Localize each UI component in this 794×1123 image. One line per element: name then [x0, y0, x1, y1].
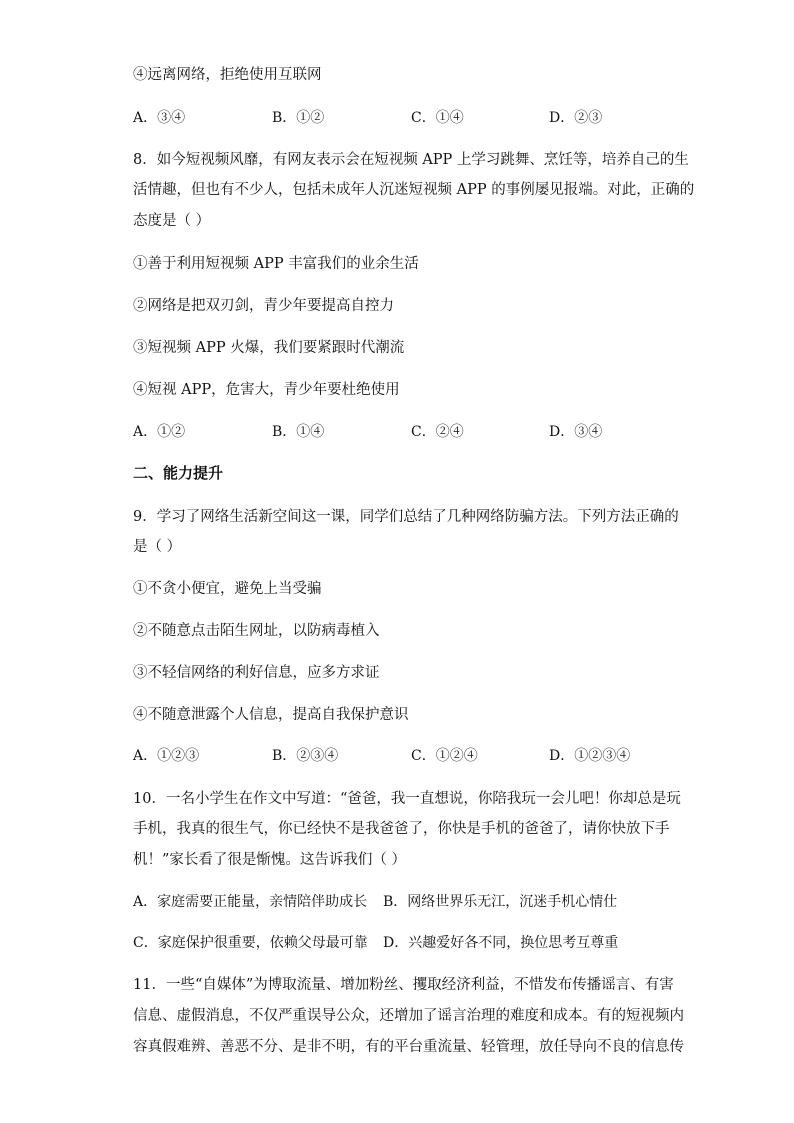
q10-option-c: C．家庭保护很重要，依赖父母最可靠 — [133, 935, 368, 951]
q7-item-4: ④远离网络，拒绝使用互联网 — [133, 67, 322, 83]
q8-stem-line-2: 活情趣，但也有不少人，包括未成年人沉迷短视频 APP 的事例屡见报端。对此，正确的 — [133, 182, 695, 198]
q9-option-c: C．①②④ — [411, 748, 478, 764]
q8-options — [133, 422, 693, 442]
q7-option-d: D．②③ — [549, 110, 603, 126]
q10-options-row-2 — [133, 933, 693, 953]
q10-stem-line-2: 手机，我真的很生气，你已经快不是我爸爸了，你快是手机的爸爸了，请你快放下手 — [133, 821, 670, 837]
q9-options — [133, 746, 693, 766]
q9-item-2: ②不随意点击陌生网址，以防病毒植入 — [133, 623, 380, 639]
q7-option-b: B．①② — [272, 110, 325, 126]
q10-stem-line-1: 10．一名小学生在作文中写道：“爸爸，我一直想说，你陪我玩一会儿吧！你却总是玩 — [133, 791, 681, 807]
q8-item-4: ④短视 APP，危害大，青少年要杜绝使用 — [133, 382, 400, 398]
q11-stem-line-2: 信息、虚假消息，不仅严重误导公众，还增加了谣言治理的难度和成本。有的短视频内 — [133, 1008, 684, 1024]
q7-option-a: A．③④ — [133, 110, 186, 126]
q9-option-a: A．①②③ — [133, 748, 200, 764]
q9-stem-line-2: 是（ ） — [133, 539, 182, 555]
q11-stem-line-1: 11．一些“自媒体”为博取流量、增加粉丝、攫取经济利益，不惜发布传播谣言、有害 — [133, 977, 674, 993]
q8-option-c: C．②④ — [411, 424, 464, 440]
q9-item-3: ③不轻信网络的利好信息，应多方求证 — [133, 665, 380, 681]
q9-option-b: B．②③④ — [272, 748, 339, 764]
q8-option-b: B．①④ — [272, 424, 325, 440]
q11-stem-line-3: 容真假难辨、善恶不分、是非不明，有的平台重流量、轻管理，放任导向不良的信息传 — [133, 1039, 684, 1055]
q10-option-b: B．网络世界乐无江，沉迷手机心情仕 — [383, 894, 618, 910]
q9-stem-line-1: 9．学习了网络生活新空间这一课，同学们总结了几种网络防骗方法。下列方法正确的 — [133, 509, 679, 525]
q10-option-a: A．家庭需要正能量，亲情陪伴助成长 — [133, 894, 368, 910]
q8-option-a: A．①② — [133, 424, 186, 440]
q8-item-1: ①善于利用短视频 APP 丰富我们的业余生活 — [133, 256, 419, 272]
q9-item-4: ④不随意泄露个人信息，提高自我保护意识 — [133, 707, 409, 723]
q10-options-row-1 — [133, 892, 693, 912]
q8-stem-line-3: 态度是（ ） — [133, 213, 211, 229]
q10-stem-line-3: 机！”家长看了很是惭愧。这告诉我们（ ） — [133, 852, 407, 868]
q8-item-2: ②网络是把双刃剑，青少年要提高自控力 — [133, 298, 394, 314]
q7-option-c: C．①④ — [411, 110, 464, 126]
q8-item-3: ③短视频 APP 火爆，我们要紧跟时代潮流 — [133, 340, 405, 356]
q7-options — [133, 108, 693, 128]
q9-item-1: ①不贪小便宜，避免上当受骗 — [133, 581, 322, 597]
section-heading: 二、能力提升 — [133, 464, 224, 482]
q8-option-d: D．③④ — [549, 424, 603, 440]
q10-option-d: D．兴趣爱好各不同，换位思考互尊重 — [383, 935, 619, 951]
q9-option-d: D．①②③④ — [549, 748, 631, 764]
q8-stem-line-1: 8．如今短视频风靡，有网友表示会在短视频 APP 上学习跳舞、烹饪等，培养自己的生 — [133, 152, 689, 168]
